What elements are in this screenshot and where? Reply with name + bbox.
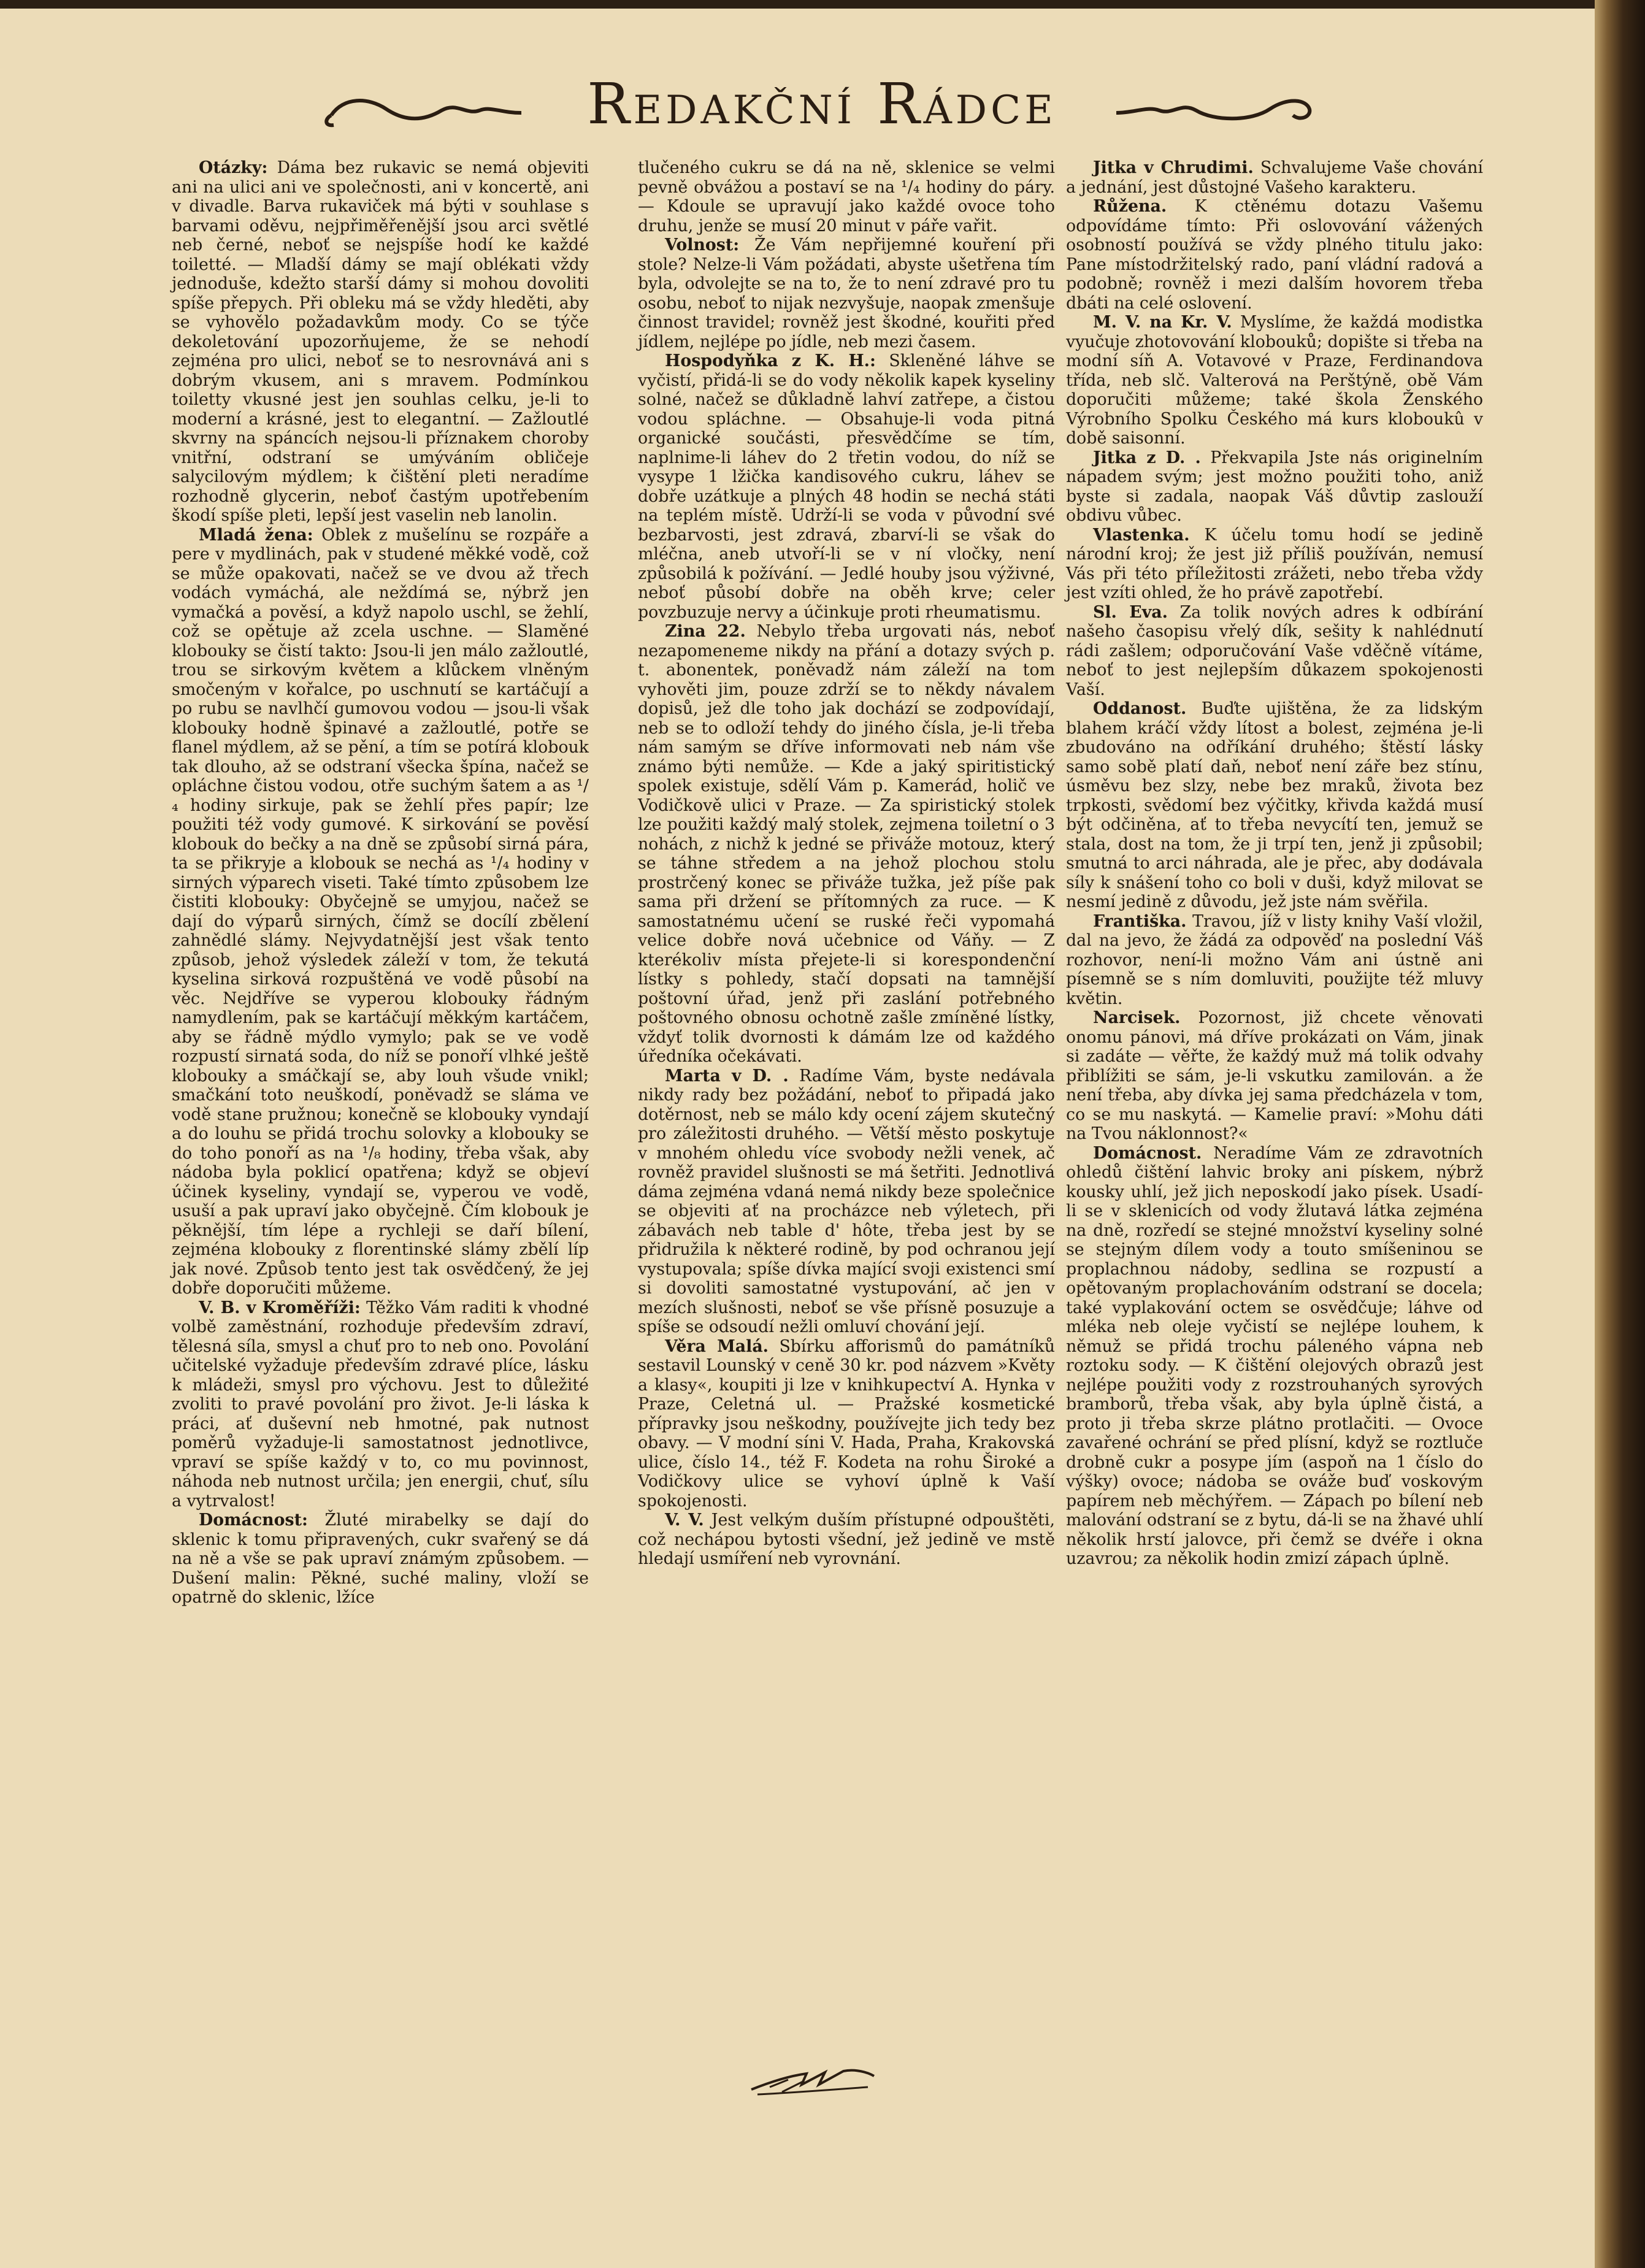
entry-text: Že Vám nepřijemné kouření při stole? Nelze-li Vám požádati, abyste ušetřena tím byla, odvolejte se na to, že to není zdravé pro tu osobu, neboť to nijak nezvyšuje, naopak zmenšuje činnost travidel; rovněž jest škodné, kouřiti před jídlem, nejlépe po jídle, neb mezi časem. xyxy=(638,236,1055,351)
advice-entry xyxy=(638,1067,1055,1337)
entry-lead: Věra Malá. xyxy=(665,1336,769,1356)
page-top-edge xyxy=(0,0,1645,9)
advice-entry xyxy=(638,1511,1055,1569)
advice-entry xyxy=(1066,699,1483,912)
entry-text: Dáma bez rukavic se nemá objeviti ani na ulici ani ve společnosti, ani v koncertě, ani v divadle. Barva rukaviček má býti v souhlase s barvami oděvu, nejpřiměřenější jsou arci světlé neb černé, neboť se nejspíše hodí ke každé toiletté. — Mladší dámy se mají oblékati vždy jednoduše, kdežto starší dámy si mohou dovoliti spíše přepych. Při obleku má se vždy hleděti, aby se vyhovělo požadavkům mody. Co se týče dekoletování upozorňujeme, že se nehodí zejména pro ulici, neboť se to nesrovnává ani s dobrým vkusem, ani s mravem. Podmínkou toiletty vkusné jest jen souhlas celku, je-li to moderní a krásné, jest to elegantní. — Zažloutlé skvrny na spáncích nejsou-li příznakem choroby vnitřní, odstraní se umýváním obličeje salycilovým mýdlem; k čištění pleti neradíme rozhodně glycerin, neboť častým upotřebením škodí spíše pleti, lepší jest vaselin neb lanolin. xyxy=(172,158,589,525)
advice-entry xyxy=(1066,448,1483,526)
entry-text: Neradíme Vám ze zdravotních ohledů čištění lahvic broky ani pískem, nýbrž kousky uhlí, jež jich neposkodí jako písek. Usadí-li se v sklenicích od vody žlutavá látka zejména na dně, rozředí se stejné množství kyseliny solné se stejným dílem vody a touto smíšeninou se proplachnou nádoby, sedlina se rozpustí a opětovaným proplachováním odstraní se docela; také vyplakování octem se osvědčuje; láhve od mléka neb oleje vyčistí se nejlépe louhem, k němuž se přidá trochu páleného vápna neb roztoku sody. — K čištění olejových obrazů jest nejlépe použiti vody z rozstrouhaných syrových bramborů, třeba však, aby byla úplně čistá, a proto ji třeba skrze plátno protlačiti. — Ovoce zavařené ochrání se před plísní, když se roztluče drobně cukr a posype jím (aspoň na 1 číslo do výšky) ovoce; nádoba se ováže buď voskovým papírem neb měchýřem. — Zápach po bílení neb malování odstraní se z bytu, dá-li se na žhavé uhlí několik hrstí jalovce, při čemž se dvéře i okna uzavrou; za několik hodin zmizí zápach úplně. xyxy=(1066,1143,1483,1568)
entry-text: Za tolik nových adres k odbírání našeho časopisu vřelý dík, sešity k nahlédnutí rádi zašlem; odporučování Vaše vděčně vítáme, neboť to jest nejlepším důkazem spokojenosti Vaší. xyxy=(1066,602,1483,699)
advice-entry xyxy=(172,1298,589,1511)
advice-entry xyxy=(1066,158,1483,197)
entry-lead: Jitka v Chrudimi. xyxy=(1093,158,1254,177)
advice-entry xyxy=(638,1337,1055,1511)
end-ornament-icon xyxy=(745,2058,880,2107)
entry-lead: Růžena. xyxy=(1093,197,1167,216)
entry-text: Myslíme, že každá modistka vyučuje zhotovování klobouků; dopište si třeba na modní síň A. Votavové v Praze, Ferdinandova třída, neb slč. Valterová na Perštýně, obě Vám doporučiti můžeme; také škola Ženského Výrobního Spolku Českého má kurs kloboukû v době saisonní. xyxy=(1066,313,1483,448)
entry-lead: Mladá žena: xyxy=(199,525,313,545)
entry-lead: Františka. xyxy=(1093,911,1187,931)
page-title: Redakční Rádce xyxy=(587,71,1057,137)
entry-text: Skleněné láhve se vyčistí, přidá-li se do vody několik kapek kyseliny solné, načež se důkladně lahví zatřepe, a čistou vodou spláchne. — Obsahuje-li voda pitná organické součásti, přesvědčíme se tím, naplnime-li láhev do 2 třetin vodou, do níž se vysype 1 lžička kandisového cukru, láhev se dobře uzátkuje a plných 48 hodin se nechá státi na teplém místě. Udrží-li se voda v původní své bezbarvosti, jest zdravá, zbarví-li se však do mléčna, aneb utvoří-li se v ní vločky, není způsobilá k požívání. — Jedlé houby jsou výživné, neboť působí dobře na oběh krve; celer povzbuzuje nervy a účinkuje proti rheumatismu. xyxy=(638,351,1055,622)
column-2 xyxy=(638,158,1055,1569)
entry-text: Oblek z mušelínu se rozpáře a pere v mydlinách, pak v studené měkké vodě, což se může opakovati, načež se ve dvou až třech vodách vymáchá, ale neždímá se, nýbrž jen vymačká a pověsí, a když napolo uschl, se žehlí, což se opětuje až zcela uschne. — Slaměné klobouky se čistí takto: Jsou-li jen málo zažloutlé, trou se sirkovým květem a klůckem vlněným smočeným v kořalce, po uschnutí se kartáčují a po rubu se navlhčí gumovou vodou — jsou-li však klobouky hodně špinavé a zažloutlé, potře se flanel mýdlem, až se pění, a tím se potírá klobouk tak dlouho, až se odstraní všecka špína, načež se opláchne čistou vodou, otře suchým šatem a as ¹/₄ hodiny sirkuje, pak se žehlí přes papír; lze použiti též vody gumové. K sirkování se pověsí klobouk do bečky a na dně se způsobí sirná pára, ta se přikryje a klobouk se nechá as ¹/₄ hodiny v sirných výparech viseti. Také tímto způsobem lze čistiti klobouky: Obyčejně se umyjou, načež se dají do výparů sirných, čímž se docílí zbělení zahnědlé slámy. Nejvydatnější jest však tento způsob, jehož výsledek záleží v tom, že tekutá kyselina sirková rozpuštěná ve vodě působí na věc. Nejdříve se vyperou klobouky řádným namydlením, pak se kartáčují měkkým kartáčem, aby se řádně mýdlo vymylo; pak se ve vodě rozpustí sirnatá soda, do níž se ponoří vlhké ještě klobouky a smáčkají se, aby louh všude vnikl; smačkání toto neuškodí, poněvadž se sláma ve vodě stane pružnou; konečně se klobouky vyndají a do louhu se přidá trochu solovky a klobouky se do toho ponoří as na ¹/₈ hodiny, třeba však, aby nádoba byla poklicí opatřena; když se objeví účinek kyseliny, vyndají se, vyperou ve vodě, usuší a pak upraví jako obyčejně. Čím klobouk je pěknější, tím lépe a rychleji se daří bílení, zejména klobouky z florentinské slámy zbělí líp jak nové. Způsob tento jest tak osvědčený, že jej dobře doporučiti můžeme. xyxy=(172,525,589,1298)
advice-entry xyxy=(1066,912,1483,1009)
column-1 xyxy=(172,158,589,1607)
advice-entry xyxy=(1066,197,1483,313)
entry-text: Sbírku afforismů do památníků sestavil Lounský v ceně 30 kr. pod názvem »Květy a klasy«, koupiti ji lze v knihkupectví A. Hynka v Praze, Celetná ul. — Pražské kosmetické přípravky jsou neškodny, používejte jich tedy bez obavy. — V modní síni V. Hada, Praha, Krakovská ulice, číslo 14., též F. Kodeta na rohu Široké a Vodičkovy ulice se vyhoví úplně k Vaší spokojenosti. xyxy=(638,1336,1055,1511)
advice-entry xyxy=(172,526,589,1298)
entry-text: Buďte ujištěna, že za lidským blahem kráčí vždy lítost a bolest, zejména je-li zbudováno na odříkání druhého; štěstí lásky samo sobě platí daň, neboť není záře bez stínu, úsměvu bez slzy, nebe bez mraků, života bez trpkosti, svědomí bez výčitky, křivda každá musí být odčiněna, ať to třeba nevycítí ten, jemuž se stala, dost na tom, že ji trpí ten, jenž ji způsobil; smutná to arci náhrada, ale je přec, aby dodávala síly k snášení toho co boli v duši, když milovat se nesmí jedině z důvodu, jež jste nám svěřila. xyxy=(1066,699,1483,911)
entry-text: K ctěnému dotazu Vašemu odpovídáme tímto: Při oslovování vážených osobností používá se vždy plného titulu jako: Pane místodržitelský rado, paní vládní radová a podobně; rovněž i mezi dalším hovorem třeba dbáti na celé oslovení. xyxy=(1066,197,1483,313)
advice-entry xyxy=(638,236,1055,351)
entry-text: Překvapila Jste nás originelním nápadem svým; jest možno použiti toho, aniž byste si zadala, naopak Váš důvtip zaslouží obdivu vůbec. xyxy=(1066,448,1483,525)
entry-lead: Vlastenka. xyxy=(1093,525,1190,545)
advice-entry xyxy=(1066,526,1483,603)
advice-entry xyxy=(1066,313,1483,448)
entry-lead: Hospodyňka z K. H.: xyxy=(665,351,876,370)
advice-entry xyxy=(172,158,589,526)
entry-lead: Otázky: xyxy=(199,158,268,177)
entry-lead: Jitka z D. . xyxy=(1093,448,1201,467)
entry-lead: Oddanost. xyxy=(1093,699,1187,718)
advice-entry xyxy=(638,351,1055,622)
advice-entry xyxy=(638,158,1055,236)
entry-lead: Volnost: xyxy=(665,236,740,255)
entry-lead: M. V. na Kr. V. xyxy=(1093,313,1232,332)
entry-text: Nebylo třeba urgovati nás, neboť nezapomeneme nikdy na přání a dotazy svých p. t. abonentek, poněvadž nám záleží na tom vyhověti jim, pouze zdrží se to někdy návalem dopisů, jež dle toho jak dochází se zodpovídají, neb se to odloží tehdy do jiného čísla, je-li třeba nám samým se dříve informovati neb nám vše známo býti nemůže. — Kde a jaký spiritistický spolek existuje, sdělí Vám p. Kamerád, holič ve Vodičkově ulici v Praze. — Za spiristický stolek lze použiti každý malý stolek, zejmena toiletní o 3 nohách, z nichž k jedné se přiváže motouz, který se táhne středem a na jehož plochou stolu prostrčený konec se přiváže tužka, jež píše pak sama při držení se přítomných za ruce. — K samostatnému učení se ruské řeči vypomahá velice dobře nová učebnice od Váňy. — Z kterékoliv místa přejete-li si korespondenční lístky s pohledy, stačí dopsati na tamnější poštovní úřad, jenž při zaslání potřebného poštovného obnosu ochotně zašle zmíněné lístky, vždyť tolik dvornosti k dámám lze od každého úředníka očekávati. xyxy=(638,622,1055,1066)
entry-lead: Narcisek. xyxy=(1093,1008,1181,1027)
entry-text: Žluté mirabelky se dají do sklenic k tomu připravených, cukr svařený se dá na ně a vše se pak upraví známým způsobem. — Dušení malin: Pěkné, suché maliny, vloží se opatrně do sklenic, lžíce xyxy=(172,1511,589,1607)
entry-lead: V. V. xyxy=(665,1511,704,1530)
right-flourish-ornament xyxy=(1098,72,1319,140)
entry-lead: Sl. Eva. xyxy=(1093,602,1168,622)
entry-text: tlučeného cukru se dá na ně, sklenice se velmi pevně obvážou a postaví se na ¹/₄ hodiny do páry. — Kdoule se upravují jako každé ovoce toho druhu, jenže se musí 20 minut v páře vařit. xyxy=(638,158,1055,236)
entry-text: Těžko Vám raditi k vhodné volbě zaměstnání, rozhoduje především zdraví, tělesná síla, smysl a chuť pro to neb ono. Povolání učitelské vyžaduje především zdravé plíce, lásku k mládeži, smysl pro výchovu. Jest to důležité zvoliti to pravé povolání pro život. Je-li láska k práci, ať duševní neb hmotné, pak nutnost poměrů vyžaduje-li samostatnost jednotlivce, vpraví se spíše každý v to, co mu povinnost, náhoda neb nutnost určila; jen energii, chuť, sílu a vytrvalost! xyxy=(172,1298,589,1511)
advice-entry xyxy=(1066,1144,1483,1569)
entry-text: Schvalujeme Vaše chování a jednání, jest důstojné Vašeho karakteru. xyxy=(1066,158,1483,197)
column-3 xyxy=(1066,158,1483,1569)
advice-entry xyxy=(1066,603,1483,700)
entry-text: K účelu tomu hodí se jedině národní kroj; že jest již příliš používán, nemusí Vás při této příležitosti zrážeti, nebo třeba vždy jest vzíti ohled, že ho právě zapotřebí. xyxy=(1066,525,1483,602)
advice-entry xyxy=(638,622,1055,1067)
entry-text: Radíme Vám, byste nedávala nikdy rady bez požádání, neboť to připadá jako dotěrnost, neb se málo kdy ocení zájem skutečný pro záležitosti druhého. — Větší město poskytuje v mnohém ohledu více svobody nežli venek, ač rovněž pravidel slušnosti se má šetřiti. Jednotlivá dáma zejména vdaná nemá nikdy beze společnice se objeviti ať na procházce neb výletech, při zábavách neb table d' hôte, třeba jest by se přidružila k některé rodině, by pod ochranou její vystupovala; spíše dívka mající svoji existenci smí si dovoliti samostatné vystupování, ač jen v mezích slušnosti, neboť se vše přísně posuzuje a spíše se odsoudí nežli omluví chování její. xyxy=(638,1066,1055,1336)
entry-text: Pozornost, již chcete věnovati onomu pánovi, má dříve prokázati on Vám, jinak si zadáte — věřte, že každý muž má tolik odvahy přiblížiti se sám, je-li vskutku zamilován. a že není třeba, aby dívka jej sama předcházela v tom, co se mu naskytá. — Kamelie praví: »Mohu dáti na Tvou náklonnost?« xyxy=(1066,1008,1483,1143)
entry-lead: Zina 22. xyxy=(665,622,746,641)
advice-entry xyxy=(172,1511,589,1607)
entry-lead: Marta v D. . xyxy=(665,1066,789,1086)
entry-text: Travou, jíž v listy knihy Vaší vložil, dal na jevo, že žádá za odpověď na poslední Váš rozhovor, není-li možno Vám ani ústně ani písemně se s ním domluviti, použijte též mluvy květin. xyxy=(1066,911,1483,1008)
entry-lead: Domácnost. xyxy=(1093,1143,1202,1163)
advice-entry xyxy=(1066,1008,1483,1144)
book-spine-edge xyxy=(1595,0,1645,2268)
entry-lead: V. B. v Kroměříži: xyxy=(199,1298,361,1317)
entry-text: Jest velkým duším přístupné odpouštěti, což nechápou bytosti všední, jež jedině ve mstě hledají usmíření neb vyrovnání. xyxy=(638,1511,1056,1568)
entry-lead: Domácnost: xyxy=(199,1511,308,1530)
